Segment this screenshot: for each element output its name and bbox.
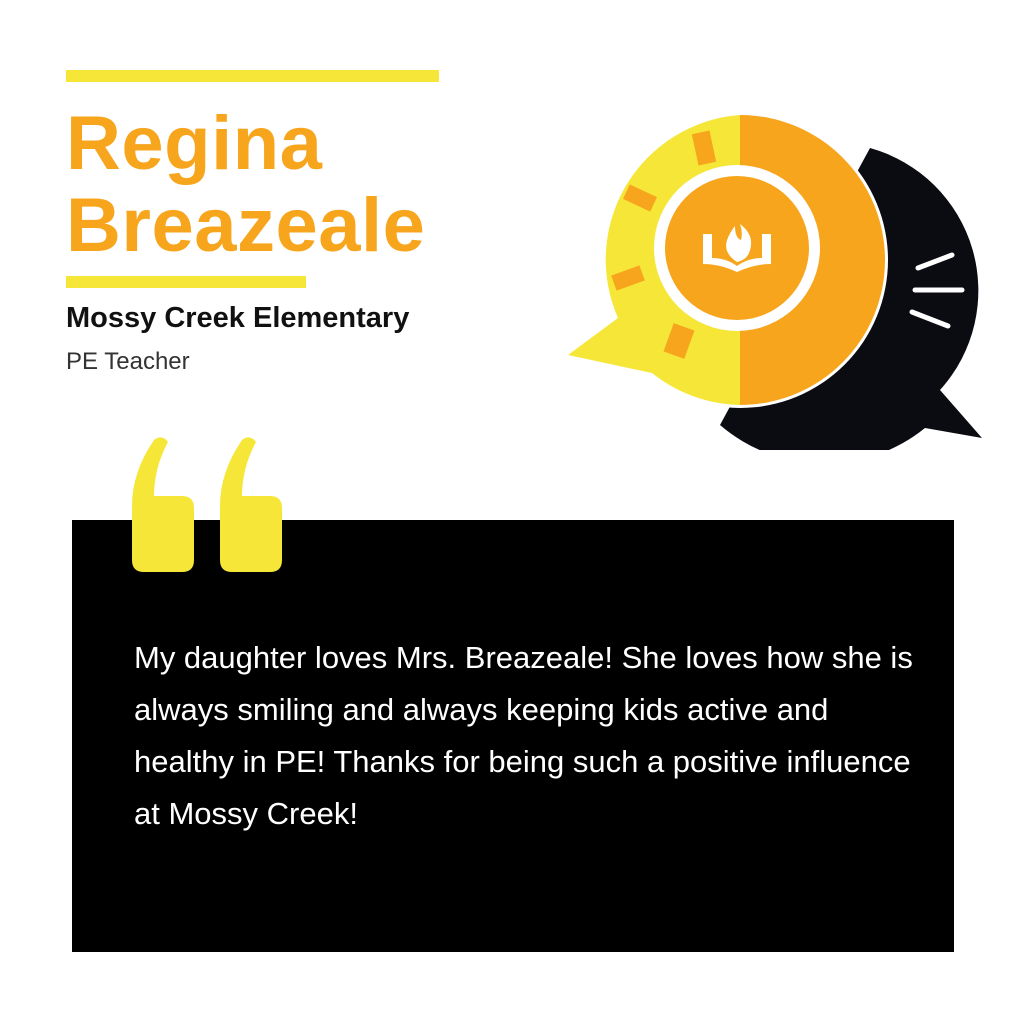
decorative-bar-top xyxy=(66,70,439,82)
person-last-name: Breazeale xyxy=(66,183,426,268)
open-quote-icon xyxy=(128,432,288,582)
testimonial-text: My daughter loves Mrs. Breazeale! She loves how she is always smiling and always keeping kids active and healthy in PE! Thanks for being such a positive influence at Mossy Creek! xyxy=(134,640,913,831)
person-first-name: Regina xyxy=(66,101,323,186)
decorative-bar-bottom xyxy=(66,276,306,288)
testimonial-box xyxy=(72,520,954,952)
person-role: PE Teacher xyxy=(66,348,190,375)
speech-bubbles-book-flame-icon xyxy=(560,100,990,450)
school-name: Mossy Creek Elementary xyxy=(66,302,410,334)
